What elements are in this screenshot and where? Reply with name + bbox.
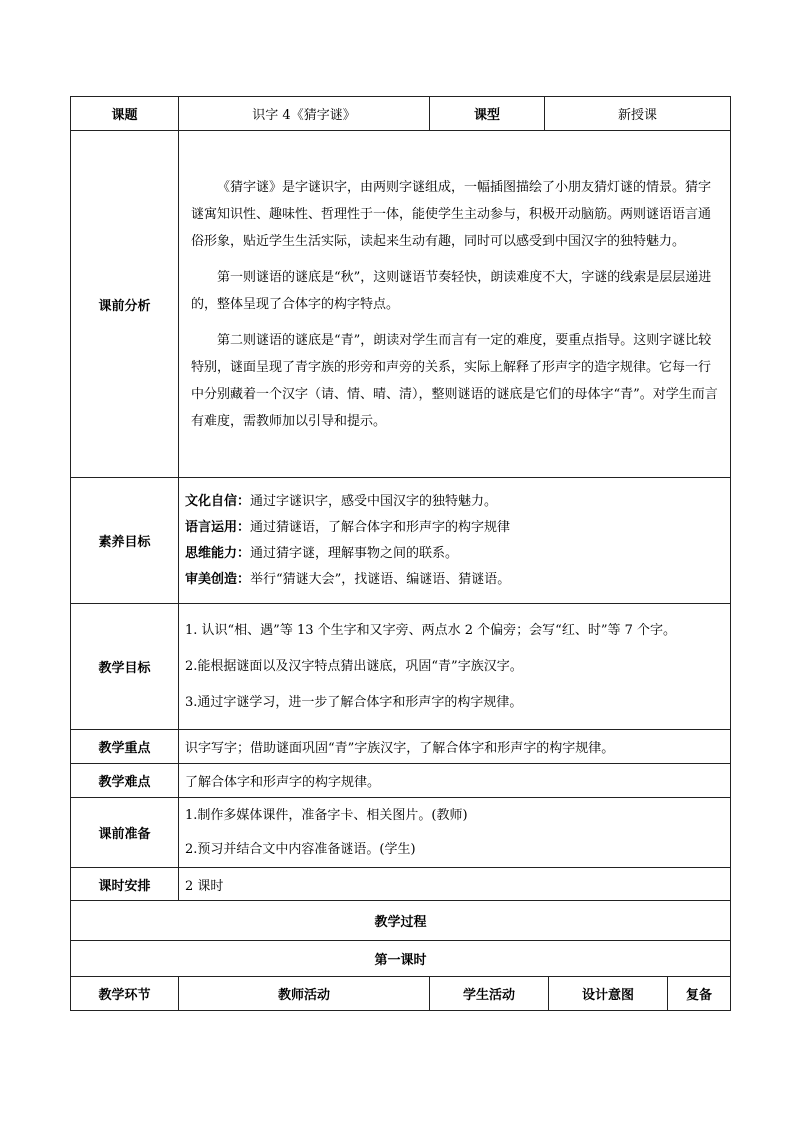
type-value: 新授课	[545, 97, 731, 131]
column-header: 学生活动	[430, 977, 549, 1011]
column-header: 教学环节	[71, 977, 179, 1011]
key-points-row	[71, 730, 731, 764]
process-title: 教学过程	[71, 901, 731, 941]
lesson-plan-page	[70, 96, 730, 1011]
type-label: 课型	[430, 97, 545, 131]
literacy-content	[179, 478, 731, 604]
analysis-content	[179, 131, 731, 478]
analysis-paragraph-2: 第一则谜语的谜底是“秋”，这则谜语节奏轻快，朗读难度不大，字谜的线索是层层递进的，整体呈现了合体字的构字特点。	[191, 269, 712, 312]
key-points-label: 教学重点	[71, 730, 179, 764]
literacy-key: 语言运用：	[185, 519, 251, 535]
literacy-item	[185, 541, 720, 567]
literacy-key: 思维能力：	[185, 545, 251, 561]
process-columns-row	[71, 977, 731, 1011]
column-header: 复备	[668, 977, 731, 1011]
literacy-text: 通过猜谜语，了解合体字和形声字的构字规律	[250, 519, 511, 535]
process-title-row	[71, 901, 731, 941]
literacy-key: 文化自信：	[185, 493, 251, 509]
column-header: 设计意图	[549, 977, 668, 1011]
header-row	[71, 97, 731, 131]
difficulties-label: 教学难点	[71, 764, 179, 798]
topic-value: 识字 4《猜字谜》	[179, 97, 430, 131]
difficulties-text: 了解合体字和形声字的构字规律。	[179, 764, 731, 798]
literacy-text: 通过猜字谜，理解事物之间的联系。	[250, 545, 459, 561]
difficulties-row	[71, 764, 731, 798]
objectives-row	[71, 604, 731, 730]
preparation-content	[179, 798, 731, 868]
literacy-row	[71, 478, 731, 604]
objectives-content	[179, 604, 731, 730]
literacy-label: 素养目标	[71, 478, 179, 604]
key-points-text: 识字写字；借助谜面巩固“青”字族汉字，了解合体字和形声字的构字规律。	[179, 730, 731, 764]
preparation-row	[71, 798, 731, 868]
analysis-row	[71, 131, 731, 478]
lesson-one-row	[71, 941, 731, 977]
literacy-item	[185, 489, 720, 515]
schedule-label: 课时安排	[71, 868, 179, 901]
preparation-item: 1.制作多媒体课件，准备字卡、相关图片。(教师)	[185, 807, 468, 823]
topic-label: 课题	[71, 97, 179, 131]
literacy-key: 审美创造：	[185, 571, 251, 587]
schedule-row	[71, 868, 731, 901]
lesson-one-title: 第一课时	[71, 941, 731, 977]
objectives-label: 教学目标	[71, 604, 179, 730]
literacy-text: 通过字谜识字，感受中国汉字的独特魅力。	[250, 493, 498, 509]
preparation-item: 2.预习并结合文中内容准备谜语。(学生)	[185, 841, 416, 857]
schedule-text: 2 课时	[179, 868, 731, 901]
analysis-paragraph-1: 《猜字谜》是字谜识字，由两则字谜组成，一幅插图描绘了小朋友猜灯谜的情景。猜字谜寓知识性、趣味性、哲理性于一体，能使学生主动参与，积极开动脑筋。两则谜语语言通俗形象，贴近学生生活实际，读起来生动有趣，同时可以感受到中国汉字的独特魅力。	[191, 179, 712, 249]
objective-item: 2.能根据谜面以及汉字特点猜出谜底，巩固“青”字族汉字。	[185, 658, 523, 674]
literacy-text: 举行“猜谜大会”，找谜语、编谜语、猜谜语。	[250, 571, 511, 587]
analysis-label: 课前分析	[71, 131, 179, 478]
objective-item: 3.通过字谜学习，进一步了解合体字和形声字的构字规律。	[185, 694, 523, 710]
analysis-paragraph-3: 第二则谜语的谜底是“青”，朗读对学生而言有一定的难度，要重点指导。这则字谜比较特别，谜面呈现了青字族的形旁和声旁的关系，实际上解释了形声字的造字规律。它每一行中分别藏着一个汉字（请、情、晴、清），整则谜语的谜底是它们的母体字“青”。对学生而言有难度，需教师加以引导和提示。	[191, 332, 718, 429]
column-header: 教师活动	[179, 977, 430, 1011]
literacy-item	[185, 567, 720, 593]
preparation-label: 课前准备	[71, 798, 179, 868]
objective-item: 1. 认识“相、遇”等 13 个生字和又字旁、两点水 2 个偏旁；会写“红、时”等 7 个字。	[185, 622, 676, 638]
literacy-item	[185, 515, 720, 541]
lesson-plan-table	[70, 96, 731, 1011]
